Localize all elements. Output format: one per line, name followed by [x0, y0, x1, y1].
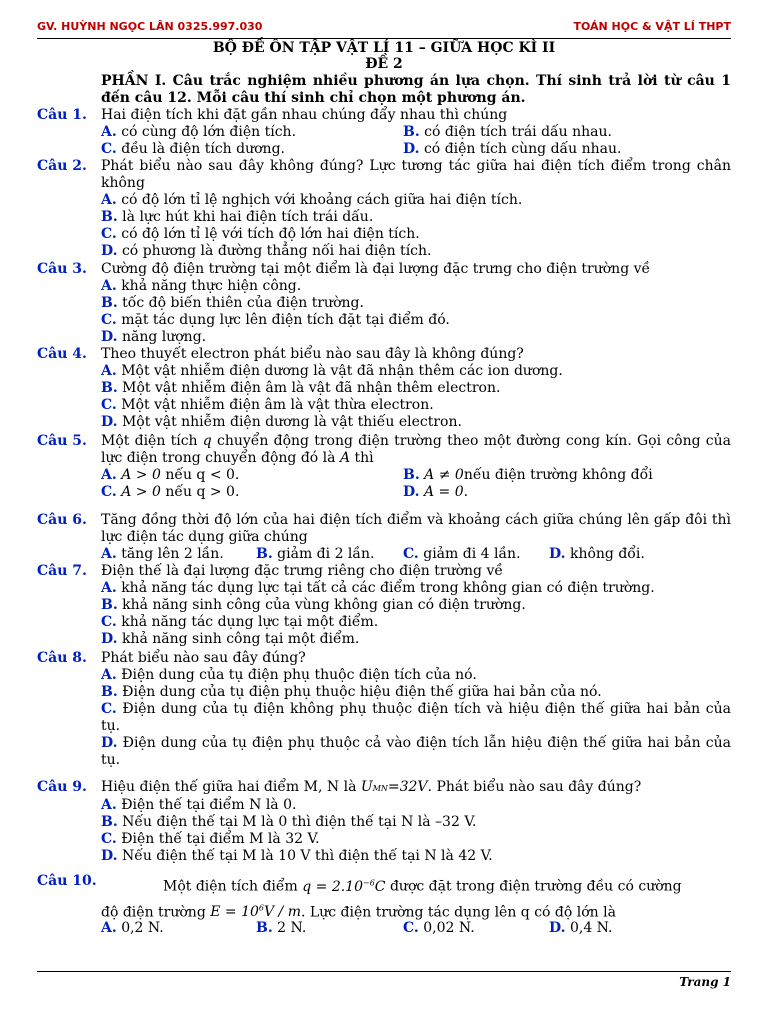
option-a: A. Điện dung của tụ điện phụ thuộc điện tích của nó. [101, 667, 477, 683]
question-label: Câu 1. [37, 107, 87, 123]
question-label: Câu 8. [37, 650, 87, 666]
option-row [101, 546, 731, 563]
question-5 [37, 433, 731, 501]
question-2 [37, 158, 731, 260]
option-a: A. 0,2 N. [101, 920, 164, 937]
option-b: B. có điện tích trái dấu nhau. [403, 124, 612, 140]
symbol-q: q [202, 433, 212, 449]
header-subject: TOÁN HỌC & VẬT LÍ THPT [573, 20, 731, 33]
option-b: B. tốc độ biến thiên của điện trường. [101, 295, 364, 311]
question-text: Theo thuyết electron phát biểu nào sau đây là không đúng? [101, 346, 524, 362]
question-text: Phát biểu nào sau đây đúng? [101, 650, 306, 666]
formula-e: $E = 10^6V / m$ [210, 903, 302, 921]
question-4 [37, 346, 731, 431]
part-1-instructions: PHẦN I. Câu trắc nghiệm nhiều phương án lựa chọn. Thí sinh trả lời từ câu 1 đến câu 12. Mỗi câu thí sinh chỉ chọn một phương án. [101, 73, 731, 106]
option-c: C. Một vật nhiễm điện âm là vật thừa electron. [101, 397, 434, 413]
question-label: Câu 10. [37, 873, 97, 889]
question-label: Câu 4. [37, 346, 87, 362]
option-c: C. khả năng tác dụng lực tại một điểm. [101, 614, 379, 630]
option-a: A. có cùng độ lớn điện tích. [101, 124, 297, 140]
option-c: C. Điện thế tại điểm M là 32 V. [101, 831, 320, 847]
page-header [37, 18, 731, 39]
question-text: Cường độ điện trường tại một điểm là đại lượng đặc trưng cho điện trường về [101, 261, 651, 277]
question-label: Câu 7. [37, 563, 87, 579]
page-number: Trang 1 [679, 975, 731, 989]
option-row [101, 467, 731, 484]
question-label: Câu 3. [37, 261, 87, 277]
question-10 [37, 873, 731, 937]
option-a: A. có độ lớn tỉ lệ nghịch với khoảng cách giữa hai điện tích. [101, 192, 523, 208]
option-b: B. Một vật nhiễm điện âm là vật đã nhận thêm electron. [101, 380, 501, 396]
option-b: B. A ≠ 0nếu điện trường không đổi [403, 467, 653, 483]
option-b: B. 2 N. [256, 920, 307, 937]
question-text-cont: độ điện trường $E = 10^6V / m$. Lực điện trường tác dụng lên q có độ lớn là [101, 903, 616, 921]
option-c: C. mặt tác dụng lực lên điện tích đặt tại điểm đó. [101, 312, 450, 328]
option-a: A. Điện thế tại điểm N là 0. [101, 797, 297, 813]
option-row [101, 124, 731, 141]
question-9 [37, 779, 731, 865]
option-d: D. Nếu điện thế tại M là 10 V thì điện thế tại N là 42 V. [101, 848, 493, 864]
question-text: Hiệu điện thế giữa hai điểm M, N là UMN=32V. Phát biểu nào sau đây đúng? [101, 779, 642, 795]
option-d: D. Một vật nhiễm điện dương là vật thiếu electron. [101, 414, 462, 430]
option-b: B. khả năng sinh công của vùng không gian có điện trường. [101, 597, 526, 613]
question-label: Câu 2. [37, 158, 87, 174]
option-d: D. Điện dung của tụ điện phụ thuộc cả vào điện tích lẫn hiệu điện thế giữa hai bản của tụ. [101, 735, 731, 768]
question-text: Một điện tích q chuyển động trong điện trường theo một đường cong kín. Gọi công của lực điện trong chuyển động đó là A thì [101, 433, 731, 466]
option-d: D. không đổi. [549, 546, 645, 562]
formula-q: $q = 2.10^{-6}C$ [302, 878, 386, 895]
question-text: Phát biểu nào sau đây không đúng? Lực tương tác giữa hai điện tích điểm trong chân không [101, 158, 731, 191]
question-text: Điện thế là đại lượng đặc trưng riêng cho điện trường về [101, 563, 503, 579]
exam-number: ĐỀ 2 [365, 56, 403, 72]
option-a: A. khả năng thực hiện công. [101, 278, 302, 294]
option-a: A. tăng lên 2 lần. [101, 546, 224, 562]
question-label: Câu 5. [37, 433, 87, 449]
header-author: GV. HUỲNH NGỌC LÂN 0325.997.030 [37, 20, 263, 33]
option-d: D. có điện tích cùng dấu nhau. [403, 141, 622, 157]
footer-divider [37, 971, 731, 972]
option-b: B. là lực hút khi hai điện tích trái dấu. [101, 209, 374, 225]
option-a: A. A > 0 nếu q < 0. [101, 467, 240, 483]
option-c: C. Điện dung của tụ điện không phụ thuộc điện tích và hiệu điện thế giữa hai bản của tụ. [101, 701, 731, 734]
question-8 [37, 650, 731, 769]
option-c: C. A > 0 nếu q > 0. [101, 484, 240, 500]
option-c: C. giảm đi 4 lần. [403, 546, 521, 562]
option-b: B. Nếu điện thế tại M là 0 thì điện thế tại N là –32 V. [101, 814, 477, 830]
question-3 [37, 261, 731, 346]
option-row [101, 484, 731, 501]
option-row [101, 141, 731, 158]
option-b: B. giảm đi 2 lần. [256, 546, 375, 562]
option-a: A. Một vật nhiễm điện dương là vật đã nhận thêm các ion dương. [101, 363, 563, 379]
question-label: Câu 9. [37, 779, 87, 795]
option-d: D. 0,4 N. [549, 920, 613, 937]
option-a: A. khả năng tác dụng lực tại tất cả các điểm trong không gian có điện trường. [101, 580, 655, 596]
question-6 [37, 512, 731, 563]
option-d: D. A = 0. [403, 484, 469, 500]
question-text: Một điện tích điểm $q = 2.10^{-6}C$ được đặt trong điện trường đều có cường [163, 878, 682, 895]
option-c: C. có độ lớn tỉ lệ với tích độ lớn hai điện tích. [101, 226, 420, 242]
doc-title: BỘ ĐỀ ÔN TẬP VẬT LÍ 11 – GIỮA HỌC KÌ II [212, 40, 556, 56]
option-d: D. khả năng sinh công tại một điểm. [101, 631, 360, 647]
symbol-a: A [339, 450, 351, 466]
question-1 [37, 107, 731, 158]
question-text: Hai điện tích khi đặt gần nhau chúng đẩy nhau thì chúng [101, 107, 508, 123]
option-b: B. Điện dung của tụ điện phụ thuộc hiệu điện thế giữa hai bản của nó. [101, 684, 602, 700]
question-label: Câu 6. [37, 512, 87, 528]
formula-umn: UMN=32V [360, 779, 428, 795]
option-c: C. 0,02 N. [403, 920, 475, 937]
option-d: D. có phương là đường thẳng nối hai điện tích. [101, 243, 432, 259]
question-text: Tăng đồng thời độ lớn của hai điện tích điểm và khoảng cách giữa chúng lên gấp đôi thì lực điện tác dụng giữa chúng [101, 512, 731, 545]
option-c: C. đều là điện tích dương. [101, 141, 285, 157]
option-d: D. năng lượng. [101, 329, 207, 345]
option-row [101, 920, 731, 937]
question-7 [37, 563, 731, 648]
